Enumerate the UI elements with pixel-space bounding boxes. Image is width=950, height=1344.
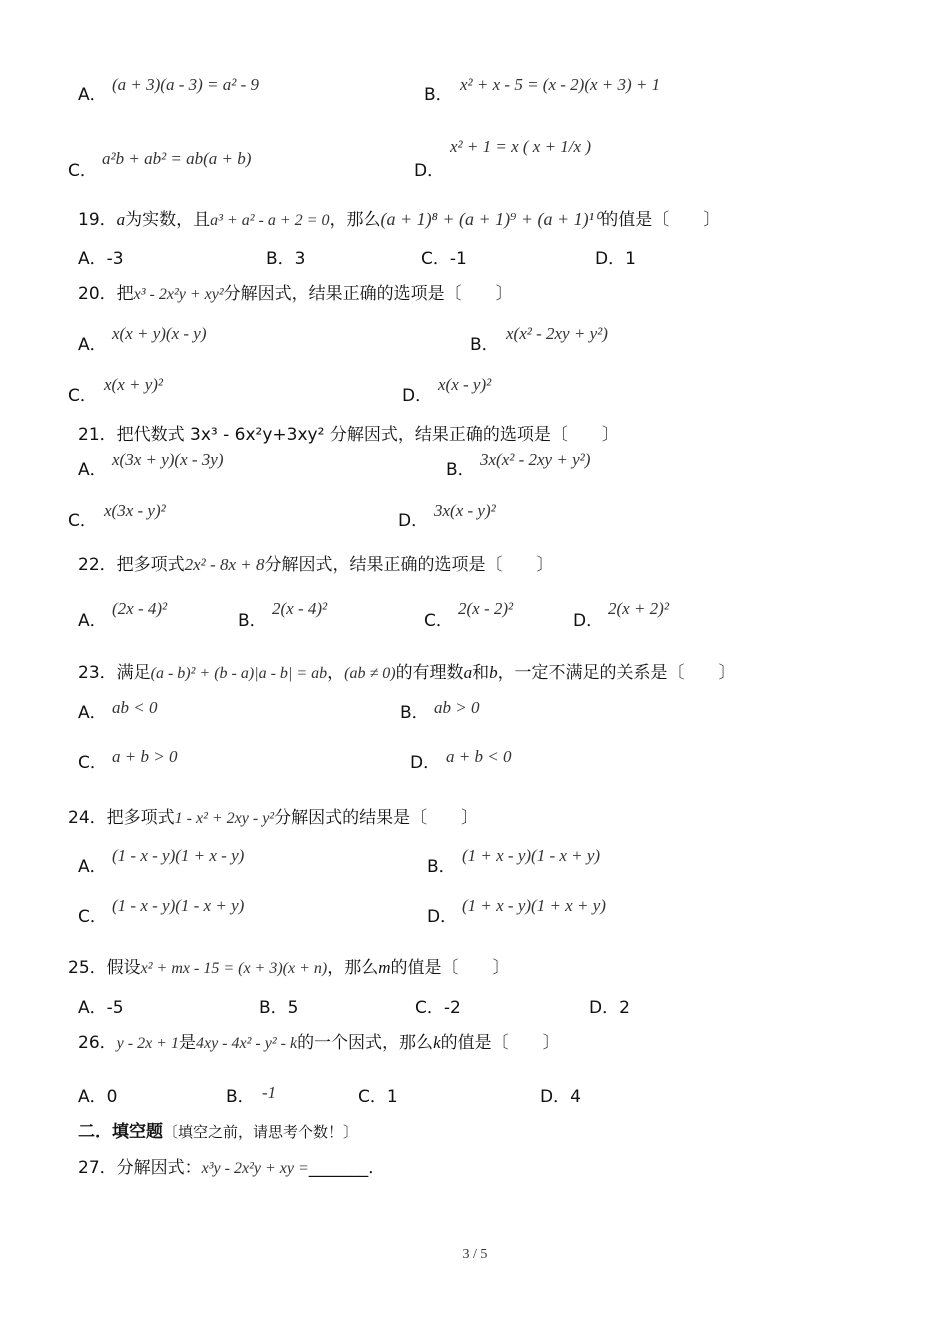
- q19-option-a: A．-3: [78, 249, 124, 269]
- q25-text-1: ，那么: [327, 958, 379, 978]
- q20-option-d-math: x(x - y)²: [438, 375, 492, 394]
- q19-condition: a³ + a² - a + 2 = 0: [210, 212, 330, 229]
- q23-option-c-math: a + b > 0: [112, 747, 178, 766]
- q25-option-d: D．2: [589, 998, 630, 1018]
- q21-option-c-label: C．: [68, 511, 97, 531]
- q25-option-a: A．-5: [78, 998, 124, 1018]
- q23-var-a: a: [463, 663, 473, 682]
- q20-option-c-math: x(x + y)²: [104, 375, 164, 394]
- q23-option-b-math: ab > 0: [434, 698, 480, 717]
- q23-option-d-math: a + b < 0: [446, 747, 512, 766]
- q25-expression: x² + mx - 15 = (x + 3)(x + n): [140, 960, 328, 977]
- q21-option-b-label: B．: [446, 460, 475, 480]
- section-note: 〔填空之前，请思考个数！〕: [163, 1123, 359, 1141]
- q19-option-c: C．-1: [421, 249, 467, 269]
- q19-text-1: 为实数，且: [125, 210, 211, 230]
- q26-option-b-math: -1: [262, 1083, 277, 1102]
- q23-option-d-label: D．: [410, 753, 441, 773]
- q26-expression-1: y - 2x + 1: [116, 1035, 179, 1052]
- q26-text-1: 是: [178, 1033, 196, 1053]
- q22-option-a-label: A．: [78, 611, 107, 631]
- q22-option-c-math: 2(x - 2)²: [458, 599, 514, 618]
- q26-text-2: 的一个因式，那么: [297, 1033, 434, 1053]
- page-number: 3 / 5: [462, 1247, 488, 1262]
- q26-expression-2: 4xy - 4x² - y² - k: [195, 1035, 298, 1052]
- q20-text: 分解因式，结果正确的选项是〔 〕: [223, 284, 513, 304]
- q26-text-3: 的值是〔 〕: [440, 1033, 560, 1053]
- q21-option-b-math: 3x(x² - 2xy + y²): [480, 450, 591, 469]
- q24-option-a-math: (1 - x - y)(1 + x - y): [112, 846, 245, 865]
- q25-option-b: B．5: [259, 998, 299, 1018]
- question-22: [78, 554, 553, 576]
- q22-option-c-label: C．: [424, 611, 453, 631]
- q27-answer-blank[interactable]: _______: [308, 1158, 369, 1178]
- q23-number: 23．满足: [78, 663, 151, 683]
- q26-option-c: C．1: [358, 1087, 398, 1107]
- q26-option-d: D．4: [540, 1087, 581, 1107]
- q24-option-b-label: B．: [427, 857, 456, 877]
- q21-option-a-label: A．: [78, 460, 107, 480]
- q26-option-b-label: B．: [226, 1087, 255, 1107]
- q23-text-2: 和: [472, 663, 490, 683]
- q27-expression: x³y - 2x²y + xy =: [201, 1160, 309, 1177]
- q18-option-d-math: x² + 1 = x ( x + 1/x ): [450, 137, 591, 156]
- q18-option-b-label: B．: [424, 85, 453, 105]
- q24-option-d-math: (1 + x - y)(1 + x + y): [462, 896, 606, 915]
- q18-option-a-label: A．: [78, 85, 107, 105]
- q20-option-a-math: x(x + y)(x - y): [112, 324, 207, 343]
- q20-expression: x³ - 2x²y + xy²: [133, 286, 224, 303]
- q20-option-b-label: B．: [470, 335, 499, 355]
- question-27: [78, 1157, 385, 1180]
- q24-option-d-label: D．: [427, 907, 458, 927]
- q23-var-b: b: [489, 663, 498, 682]
- q20-option-b-math: x(x² - 2xy + y²): [506, 324, 608, 343]
- q22-option-a-math: (2x - 4)²: [112, 599, 168, 618]
- question-26: [78, 1032, 560, 1055]
- q21-option-d-label: D．: [398, 511, 429, 531]
- q24-option-a-label: A．: [78, 857, 107, 877]
- q20-option-c-label: C．: [68, 386, 97, 406]
- q24-option-c-math: (1 - x - y)(1 - x + y): [112, 896, 245, 915]
- q27-end: ．: [368, 1158, 386, 1178]
- q23-option-a-label: A．: [78, 703, 107, 723]
- q23-option-b-label: B．: [400, 703, 429, 723]
- q23-text-3: ，一定不满足的关系是〔 〕: [497, 663, 736, 683]
- q22-expression: 2x² - 8x + 8: [184, 555, 265, 574]
- q18-option-c-math: a²b + ab² = ab(a + b): [102, 149, 252, 168]
- q23-option-c-label: C．: [78, 753, 107, 773]
- q18-option-c-label: C．: [68, 161, 97, 181]
- q23-condition: (ab ≠ 0): [344, 665, 396, 682]
- q21-option-d-math: 3x(x - y)²: [434, 501, 496, 520]
- q23-expression: (a - b)² + (b - a)|a - b| = ab: [150, 665, 328, 682]
- q19-option-d: D．1: [595, 249, 636, 269]
- q19-var-a: a: [116, 210, 126, 229]
- q24-number: 24．把多项式: [68, 808, 175, 828]
- q25-option-c: C．-2: [415, 998, 461, 1018]
- q25-text-2: 的值是〔 〕: [390, 958, 510, 978]
- q23-option-a-math: ab < 0: [112, 698, 158, 717]
- q20-option-a-label: A．: [78, 335, 107, 355]
- q19-expression: (a + 1)⁸ + (a + 1)⁹ + (a + 1)¹⁰: [380, 209, 602, 229]
- q20-number: 20．把: [78, 284, 134, 304]
- q21-option-c-math: x(3x - y)²: [104, 501, 166, 520]
- q22-number: 22．把多项式: [78, 555, 185, 575]
- q25-number: 25．假设: [68, 958, 141, 978]
- q23-text-1: 的有理数: [395, 663, 464, 683]
- q24-option-c-label: C．: [78, 907, 107, 927]
- q22-option-b-label: B．: [238, 611, 267, 631]
- q22-option-d-math: 2(x + 2)²: [608, 599, 669, 618]
- section-fill-in-blank: [78, 1121, 358, 1143]
- question-20: [78, 283, 513, 306]
- q18-option-b-math: x² + x - 5 = (x - 2)(x + 3) + 1: [460, 75, 661, 94]
- question-25: [68, 957, 510, 980]
- q19-option-b: B．3: [266, 249, 306, 269]
- section-title: 二．填空题: [78, 1122, 163, 1142]
- question-24: [68, 807, 478, 830]
- q25-var-m: m: [378, 958, 391, 977]
- q26-number: 26．: [78, 1033, 117, 1053]
- q18-option-d-label: D．: [414, 161, 445, 181]
- q18-option-a-math: (a + 3)(a - 3) = a² - 9: [112, 75, 260, 94]
- q22-option-b-math: 2(x - 4)²: [272, 599, 328, 618]
- q24-expression: 1 - x² + 2xy - y²: [174, 810, 275, 827]
- q21-option-a-math: x(3x + y)(x - 3y): [112, 450, 224, 469]
- question-21: 21．把代数式 3x³ - 6x²y+3xy² 分解因式，结果正确的选项是〔 〕: [78, 425, 619, 445]
- q24-text: 分解因式的结果是〔 〕: [274, 808, 479, 828]
- q24-option-b-math: (1 + x - y)(1 - x + y): [462, 846, 601, 865]
- q26-var-k: k: [433, 1033, 441, 1052]
- q19-text-3: 的值是〔 〕: [601, 210, 721, 230]
- q19-text-2: ，那么: [329, 210, 381, 230]
- q19-number: 19．: [78, 210, 117, 230]
- question-19: [78, 208, 720, 232]
- q23-comma: ，: [327, 663, 345, 683]
- q27-number: 27．分解因式：: [78, 1158, 202, 1178]
- question-23: [78, 662, 736, 685]
- q26-option-a: A．0: [78, 1087, 118, 1107]
- q22-text: 分解因式，结果正确的选项是〔 〕: [264, 555, 554, 575]
- q22-option-d-label: D．: [573, 611, 604, 631]
- q20-option-d-label: D．: [402, 386, 433, 406]
